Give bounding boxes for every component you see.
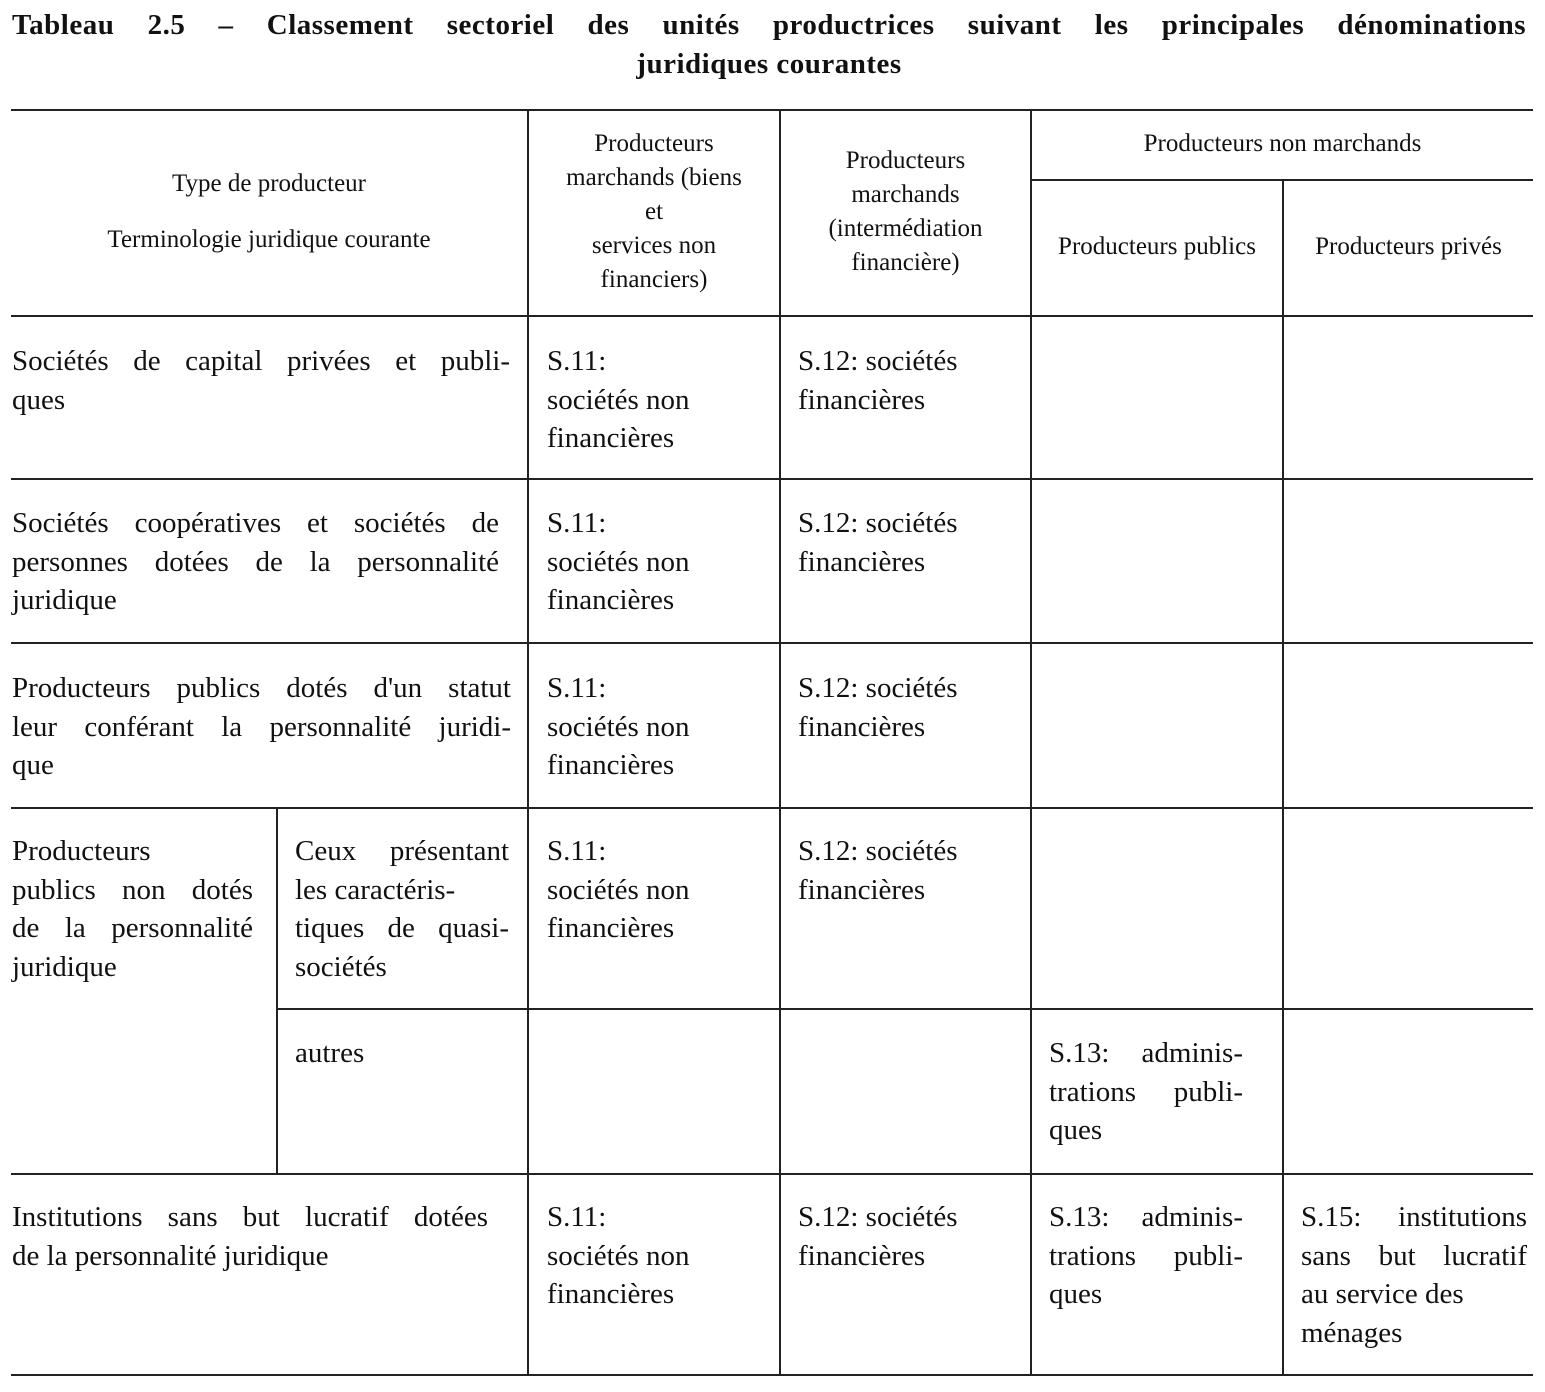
row-label-line: juridique <box>12 584 117 616</box>
row-label-line: Producteurs <box>12 835 151 867</box>
cell-text: financières <box>798 545 926 578</box>
cell-text: ques <box>1049 1278 1103 1310</box>
row-label-line: Producteurs publics dotés d'un statut <box>12 672 511 704</box>
sub-row-label-line: autres <box>295 1037 365 1069</box>
header-text: Producteurs <box>845 147 966 174</box>
row-label-line: de la personnalité juridique <box>12 1239 329 1272</box>
row-label-line: Sociétés coopératives et sociétés de <box>12 507 499 539</box>
row-label-line: publics non dotés <box>12 873 253 906</box>
row-label-line: juridique <box>12 950 117 983</box>
cell-s12 <box>798 669 1018 746</box>
header-text: financière) <box>851 249 960 276</box>
sub-row-label <box>295 832 509 986</box>
table-top-rule <box>11 109 1533 111</box>
cell-text: au service des <box>1301 1278 1464 1310</box>
table-title-line1: Tableau 2.5 – Classement sectoriel des unités productrices suivant les principales dénominations <box>12 9 1526 41</box>
cell-s12 <box>798 1198 1018 1275</box>
cell-text: financières <box>798 710 926 743</box>
cell-text: financières <box>798 383 926 416</box>
cell-text: S.12: sociétés <box>798 672 958 704</box>
cell-text: S.15: institutions <box>1301 1201 1527 1233</box>
cell-s12 <box>798 832 1018 909</box>
header-text: Producteurs privés <box>1315 233 1502 260</box>
cell-text: S.13: adminis- <box>1049 1037 1243 1069</box>
cell-text: sans but lucratif <box>1301 1239 1527 1272</box>
sub-row-label-line: Ceux présentant <box>295 835 509 867</box>
header-type-line2: Terminologie juridique courante <box>107 226 431 253</box>
cell-text: financières <box>798 1239 926 1272</box>
cell-s11 <box>547 342 767 458</box>
cell-s11 <box>547 832 767 948</box>
row-label-line: leur conférant la personnalité juridi- <box>12 710 511 743</box>
cell-text: sociétés non <box>547 873 690 906</box>
cell-text: financières <box>547 584 675 616</box>
row-label-line: de la personnalité <box>12 912 253 944</box>
cell-s12 <box>798 342 1018 419</box>
cell-s11 <box>547 504 767 620</box>
row-label-line: que <box>12 749 54 781</box>
cell-s11 <box>547 1198 767 1314</box>
header-type <box>11 167 527 257</box>
row-label-line: Institutions sans but lucratif dotées <box>12 1201 488 1233</box>
column-rule <box>527 109 529 1376</box>
cell-text: financières <box>547 1278 675 1310</box>
header-text: Producteurs non marchands <box>1143 130 1422 157</box>
sub-row-label <box>295 1034 509 1073</box>
cell-s11 <box>547 669 767 785</box>
cell-text: financières <box>547 749 675 781</box>
row-label <box>12 342 510 419</box>
cell-text: S.11: <box>547 507 607 539</box>
header-text: Producteurs <box>594 130 714 157</box>
header-text: Producteurs publics <box>1058 233 1256 260</box>
column-rule <box>1030 109 1032 1376</box>
row-label <box>12 1198 488 1275</box>
cell-s13 <box>1049 1198 1243 1314</box>
cell-text: S.12: sociétés <box>798 507 958 539</box>
row-label <box>12 504 499 620</box>
cell-text: S.12: sociétés <box>798 345 958 377</box>
header-marchands-non-financiers <box>529 127 779 297</box>
cell-s12 <box>798 504 1018 581</box>
cell-text: S.12: sociétés <box>798 1201 958 1233</box>
header-marchands-financiers <box>781 144 1030 280</box>
cell-text: sociétés non <box>547 710 690 743</box>
row-rule <box>277 1008 1533 1010</box>
row-rule <box>11 642 1533 644</box>
table-bottom-rule <box>11 1374 1533 1376</box>
header-text: et <box>644 198 664 225</box>
column-rule <box>276 807 278 1175</box>
cell-text: sociétés non <box>547 383 690 416</box>
header-text: (intermédiation <box>828 215 983 242</box>
cell-text: S.11: <box>547 345 607 377</box>
column-rule <box>1282 179 1284 1376</box>
cell-text: sociétés non <box>547 545 690 578</box>
row-label <box>12 832 253 986</box>
cell-text: S.12: sociétés <box>798 835 958 867</box>
sub-row-label-line: les caractéris- <box>295 873 456 906</box>
header-non-marchands <box>1032 127 1533 161</box>
cell-text: trations publi- <box>1049 1239 1243 1272</box>
sub-row-label-line: sociétés <box>295 950 387 983</box>
sub-row-label-line: tiques de quasi- <box>295 912 509 944</box>
cell-text: S.11: <box>547 1201 607 1233</box>
cell-text: S.11: <box>547 835 607 867</box>
cell-s13 <box>1049 1034 1243 1150</box>
row-rule <box>11 478 1533 480</box>
header-type-line1: Type de producteur <box>171 170 366 197</box>
header-text: financiers) <box>600 266 708 293</box>
cell-text: financières <box>798 873 926 906</box>
header-bottom-rule <box>11 315 1533 317</box>
header-prives <box>1284 230 1533 264</box>
cell-text: S.13: adminis- <box>1049 1201 1243 1233</box>
cell-text: ménages <box>1301 1316 1403 1349</box>
header-text: marchands (biens <box>566 164 742 191</box>
cell-text: financières <box>547 422 675 454</box>
column-rule <box>779 109 781 1376</box>
row-rule <box>11 807 1533 809</box>
table-title-line2: juridiques courantes <box>636 48 902 80</box>
row-label-line: personnes dotées de la personnalité <box>12 545 499 578</box>
row-label-line: Sociétés de capital privées et publi- <box>12 345 510 377</box>
cell-s15 <box>1301 1198 1527 1352</box>
cell-text: sociétés non <box>547 1239 690 1272</box>
cell-text: financières <box>547 912 675 944</box>
cell-text: trations publi- <box>1049 1075 1243 1108</box>
row-label <box>12 669 511 785</box>
cell-text: ques <box>1049 1114 1103 1146</box>
header-text: marchands <box>851 181 960 208</box>
cell-text: S.11: <box>547 672 607 704</box>
row-rule <box>11 1173 1533 1175</box>
header-text: services non <box>591 232 717 259</box>
header-publics <box>1032 230 1282 264</box>
row-label-line: ques <box>12 383 66 416</box>
table-title <box>12 6 1526 84</box>
